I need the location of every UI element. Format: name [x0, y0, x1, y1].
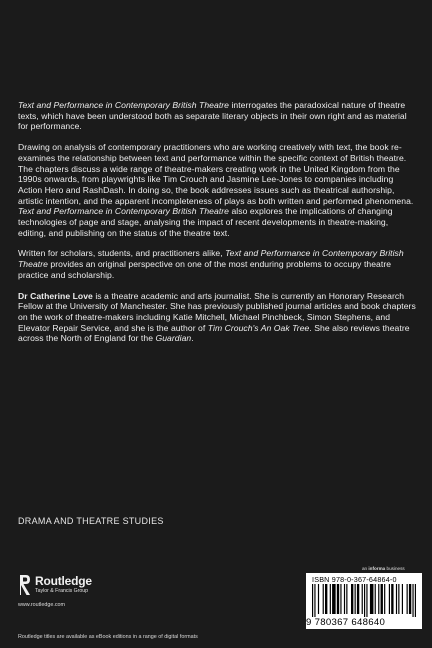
- barcode-bar: [415, 584, 416, 617]
- newspaper-title: Guardian: [155, 333, 192, 344]
- blurb-paragraph-3: [18, 248, 418, 280]
- barcode-bar: [364, 584, 365, 617]
- barcode-bar: [312, 584, 313, 617]
- barcode-bar: [325, 584, 327, 614]
- informa-brand: informa: [368, 566, 386, 571]
- publisher-name: Routledge: [35, 574, 92, 588]
- author-book-title: Tim Crouch's An Oak Tree: [207, 322, 310, 333]
- blurb-text: [18, 100, 418, 354]
- barcode-bar: [362, 584, 363, 614]
- barcode-bar: [381, 584, 383, 614]
- author-name: Dr Catherine Love: [18, 290, 93, 301]
- barcode-bar: [355, 584, 356, 614]
- barcode-bar: [337, 584, 339, 614]
- barcode-bar: [389, 584, 390, 614]
- blurb-text-span: also explores the implications of changing technologies of page and stage, analysing the impact of recent developments in theatre-making, editing, and publishing on the status of the theatre text.: [18, 206, 393, 238]
- bio-text-span: is a theatre academic and arts journalist. She is currently an Honorary Research Fellow at the University of Manchester. She has previously published journal articles and book chapters on the work of theatre-makers including Katie Mitchell, Michael Pinchbeck, Simon Stephens, and Elevator Repair Service, and she is the author of: [18, 290, 416, 333]
- publisher-group: Taylor & Francis Group: [35, 588, 89, 594]
- barcode-bar: [375, 584, 376, 614]
- subject-category: DRAMA AND THEATRE STUDIES: [18, 516, 164, 526]
- book-title: Text and Performance in Contemporary British Theatre: [18, 100, 230, 110]
- blurb-text-span: provides an original perspective on one of the most enduring problems to occupy theatre practice and scholarship.: [18, 259, 392, 280]
- blurb-paragraph-2: [18, 142, 418, 238]
- book-title: Text and Performance in Contemporary British Theatre: [18, 206, 230, 217]
- blurb-text-span: Drawing on analysis of contemporary practitioners who are working creatively with text, the book re-examines the relationship between text and performance within the specific context of British theatre. The chapters discuss a wide range of theatre-makers creating work in the United Kingdom from the 1990s onwards, from playwrights like Tim Crouch and Jasmine Lee-Jones to companies including Action Hero and RashDash. In doing so, the book addresses issues such as theatrical authorship, artistic intention, and the apparent incompleteness of plays as both written and performed phenomena.: [18, 142, 414, 206]
- barcode-bar: [351, 584, 353, 614]
- book-title: Text and Performance in Contemporary British Theatre: [18, 248, 404, 270]
- informa-business-tag: [362, 566, 405, 571]
- informa-suffix: business: [385, 566, 405, 571]
- barcode-bar: [340, 584, 341, 614]
- barcode-bars: [312, 584, 416, 617]
- barcode-bar: [384, 584, 385, 614]
- barcode-bar: [344, 584, 345, 614]
- barcode-bar: [391, 584, 393, 614]
- routledge-mark-icon: [18, 574, 32, 596]
- blurb-text-span: Written for scholars, students, and practitioners alike,: [18, 248, 226, 259]
- ebook-note: Routledge titles are available as eBook editions in a range of digital formats: [18, 634, 198, 640]
- blurb-paragraph-1: [18, 100, 418, 132]
- publisher-logo: [18, 574, 148, 614]
- barcode-box: [306, 573, 422, 629]
- barcode-bar: [357, 584, 359, 614]
- barcode-bar: [409, 584, 411, 614]
- barcode-bar: [378, 584, 379, 614]
- author-bio: [18, 291, 418, 345]
- bio-text-span: .: [191, 333, 194, 344]
- barcode-digits: 9 780367 648640: [306, 617, 386, 628]
- barcode-bar: [398, 584, 399, 614]
- barcode-bar: [396, 584, 397, 614]
- barcode-bar: [412, 584, 413, 617]
- bio-text-span: . She also reviews theatre across the North of England for the: [18, 322, 410, 344]
- barcode-bar: [314, 584, 315, 617]
- isbn-label: ISBN 978-0-367-64864-0: [312, 575, 397, 584]
- informa-prefix: an: [362, 566, 369, 571]
- barcode-bar: [332, 584, 336, 614]
- barcode-bar: [402, 584, 403, 614]
- barcode-bar: [366, 584, 367, 617]
- blurb-text-span: interrogates the paradoxical nature of theatre texts, which have been understood both as separate literary objects in their own right and as material for performance.: [18, 100, 407, 132]
- barcode-bar: [330, 584, 331, 614]
- publisher-url: www.routledge.com: [18, 602, 66, 608]
- barcode-bar: [370, 584, 374, 614]
- barcode-bar: [407, 584, 408, 614]
- barcode-bar: [323, 584, 324, 614]
- barcode-bar: [318, 584, 319, 614]
- barcode-bar: [346, 584, 347, 614]
